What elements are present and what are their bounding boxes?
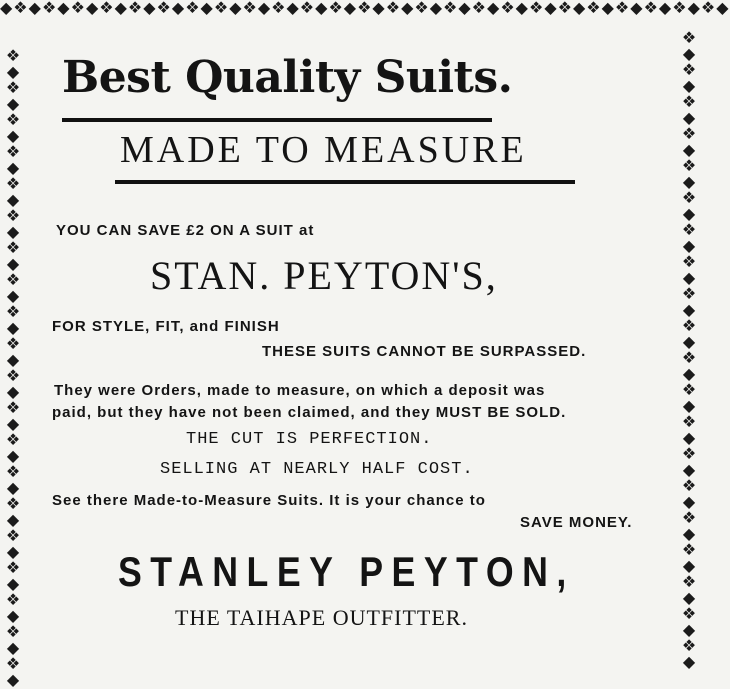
signature: STANLEY PEYTON, (118, 548, 575, 595)
style-line: FOR STYLE, FIT, and FINISH (52, 318, 280, 335)
subheadline-rule (115, 180, 575, 184)
decorative-border-top: ◆❖◆❖◆❖◆❖◆❖◆❖◆❖◆❖◆❖◆❖◆❖◆❖◆❖◆❖◆❖◆❖◆❖◆❖◆❖◆❖◆❖◆❖◆❖◆❖◆❖◆ (0, 0, 730, 17)
outfitter-line: THE TAIHAPE OUTFITTER. (175, 605, 468, 630)
headline: Best Quality Suits. (62, 52, 513, 103)
see-line: See there Made-to-Measure Suits. It is your chance to (52, 492, 486, 509)
orders-line-2: paid, but they have not been claimed, and they MUST BE SOLD. (52, 404, 567, 421)
decorative-border-left: ❖◆❖◆❖◆❖◆❖◆❖◆❖◆❖◆❖◆❖◆❖◆❖◆❖◆❖◆❖◆❖◆❖◆❖◆❖◆❖◆ (5, 46, 21, 689)
subheadline: MADE TO MEASURE (120, 129, 527, 171)
shop-name: STAN. PEYTON'S, (150, 253, 498, 298)
orders-line-1: They were Orders, made to measure, on which a deposit was (54, 382, 546, 399)
selling-line: SELLING AT NEARLY HALF COST. (160, 460, 474, 479)
decorative-border-right: ❖◆❖◆❖◆❖◆❖◆❖◆❖◆❖◆❖◆❖◆❖◆❖◆❖◆❖◆❖◆❖◆❖◆❖◆❖◆❖◆ (681, 28, 697, 671)
save-money: SAVE MONEY. (520, 514, 633, 531)
headline-rule (62, 118, 492, 122)
save-line: YOU CAN SAVE £2 ON A SUIT at (56, 222, 315, 239)
cut-line: THE CUT IS PERFECTION. (186, 430, 433, 449)
surpassed-line: THESE SUITS CANNOT BE SURPASSED. (262, 343, 587, 360)
